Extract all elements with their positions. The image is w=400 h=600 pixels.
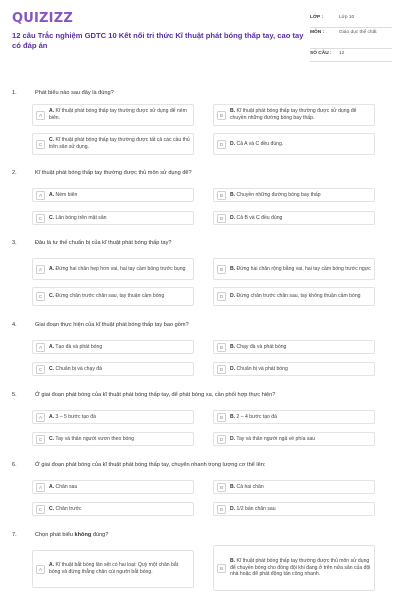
question-number: 1. [12, 90, 17, 96]
option-text: D. Đứng chân trước chân sau, tay không thuận cầm bóng [230, 293, 361, 300]
option-letter: D [217, 505, 226, 514]
option-letter: C [36, 505, 45, 514]
meta-count-row [310, 49, 392, 62]
option-text: A. Ném biên [49, 191, 78, 198]
meta-count-label: SỐ CÂU : [310, 51, 332, 56]
option-letter: A [36, 565, 45, 574]
meta-subject-label: MÔN : [310, 30, 325, 35]
option-b[interactable] [213, 545, 375, 591]
option-letter: D [217, 140, 226, 149]
meta-subject-value: Giáo dục thể chất [339, 30, 377, 35]
option-text: B. Kĩ thuật phát bóng thấp tay thường được thủ môn sử dụng để chuyền bóng cho đồng đội khi đang ở trên nửa sân của đội nhà hoặc để phát động tấn công nhanh. [230, 558, 371, 578]
option-a[interactable] [32, 340, 194, 354]
option-letter: D [217, 435, 226, 444]
option-text: B. Chạy đà và phát bóng [230, 343, 287, 350]
option-c[interactable] [32, 362, 194, 376]
option-text: C. Kĩ thuật phát bóng thấp tay thường được tất cả các cầu thủ trên sân sử dụng. [49, 137, 190, 150]
option-text: D. Chuẩn bị và phát bóng [230, 365, 288, 372]
option-letter: A [36, 191, 45, 200]
question-text: Đâu là tư thế chuẩn bị của kĩ thuật phát bóng thấp tay? [35, 240, 172, 246]
option-letter: C [36, 214, 45, 223]
option-letter: A [36, 413, 45, 422]
keyword-khong: không [74, 532, 92, 538]
option-letter: C [36, 292, 45, 301]
option-letter: B [217, 343, 226, 352]
option-b[interactable] [213, 258, 375, 280]
option-letter: B [217, 483, 226, 492]
option-text: D. Tay và thân người ngả về phía sau [230, 435, 316, 442]
option-letter: A [36, 483, 45, 492]
option-text: A. Kĩ thuật bắt bóng lăn sệt có hai loại: Quỳ một chân bắt bóng và đứng thẳng chân cúi người bắt bóng. [49, 562, 179, 575]
option-a[interactable] [32, 188, 194, 202]
option-text: C. Đứng chân trước chân sau, tay thuận cầm bóng [49, 293, 165, 300]
option-a[interactable] [32, 410, 194, 424]
question-number: 5. [12, 392, 17, 398]
option-a[interactable] [32, 480, 194, 494]
option-text: D. Cả B và C đều đúng [230, 214, 283, 221]
option-d[interactable] [213, 432, 375, 446]
option-text: D. Cả A và C đều đúng. [230, 140, 284, 147]
option-letter: A [36, 265, 45, 274]
option-text: A. Chân sau [49, 483, 78, 490]
option-letter: D [217, 365, 226, 374]
option-text: C. Chân trước [49, 505, 82, 512]
option-d[interactable] [213, 211, 375, 225]
question-number: 6. [12, 462, 17, 468]
option-text: B. Kĩ thuật phát bóng thấp tay thường được sử dụng để chuyền những đường bóng bay thấp. [230, 108, 357, 121]
option-a[interactable] [32, 258, 194, 280]
question-text: Giai đoạn thực hiện của kĩ thuật phát bóng thấp tay bao gồm? [35, 322, 189, 328]
option-letter: C [36, 365, 45, 374]
option-text: B. Đứng hai chân rộng bằng vai, hai tay cầm bóng trước ngực [230, 265, 371, 272]
option-d[interactable] [213, 502, 375, 516]
option-letter: B [217, 564, 226, 573]
option-text: B. Cả hai chân [230, 483, 264, 490]
question-number: 4. [12, 322, 17, 328]
meta-class-value: Lớp 10 [339, 15, 355, 20]
worksheet-meta [310, 13, 392, 62]
option-letter: D [217, 214, 226, 223]
option-c[interactable] [32, 432, 194, 446]
option-letter: C [36, 435, 45, 444]
option-letter: B [217, 265, 226, 274]
option-d[interactable] [213, 362, 375, 376]
option-letter: A [36, 111, 45, 120]
option-c[interactable] [32, 287, 194, 306]
meta-class-row [310, 13, 392, 28]
meta-count-value: 12 [339, 51, 345, 56]
option-letter: B [217, 413, 226, 422]
option-c[interactable] [32, 211, 194, 225]
option-d[interactable] [213, 133, 375, 155]
question-text: Kĩ thuật phát bóng thấp tay thường được thủ môn sử dụng để? [35, 170, 192, 176]
option-text: C. Tay và thân người vươn theo bóng [49, 435, 135, 442]
option-a[interactable] [32, 104, 194, 126]
option-c[interactable] [32, 133, 194, 155]
meta-class-label: LỚP : [310, 15, 324, 20]
option-letter: A [36, 343, 45, 352]
worksheet-title: 12 câu Trắc nghiệm GDTC 10 Kết nối tri thức Kĩ thuật phát bóng thấp tay, cao tay có đáp án [12, 31, 304, 50]
option-b[interactable] [213, 480, 375, 494]
option-b[interactable] [213, 188, 375, 202]
option-letter: B [217, 111, 226, 120]
option-text: D. 1/2 bàn chân sau [230, 505, 276, 512]
quizizz-logo: QUIZIZZ [12, 11, 73, 26]
option-b[interactable] [213, 340, 375, 354]
option-text: A. Kĩ thuật phát bóng thấp tay thường được sử dụng để ném biên. [49, 108, 187, 121]
question-text: Phát biểu nào sau đây là đúng? [35, 90, 114, 96]
question-number: 2. [12, 170, 17, 176]
option-text: A. Tạo đà và phát bóng [49, 343, 103, 350]
option-a[interactable] [32, 550, 194, 588]
question-text: Ở giai đoạn phát bóng của kĩ thuật phát bóng thấp tay, chuyển nhanh trọng lượng cơ thể lên: [35, 462, 266, 468]
option-b[interactable] [213, 410, 375, 424]
question-number: 7. [12, 532, 17, 538]
option-text: A. 3 – 5 bước tạo đà [49, 413, 96, 420]
meta-subject-row [310, 28, 392, 49]
question-text: Chọn phát biểu không đúng? [35, 532, 109, 538]
option-text: B. Chuyền những đường bóng bay thấp [230, 191, 321, 198]
option-text: C. Lăn bóng trên mặt sân [49, 214, 107, 221]
option-b[interactable] [213, 104, 375, 126]
option-c[interactable] [32, 502, 194, 516]
option-text: B. 2 – 4 bước tạo đà [230, 413, 277, 420]
option-letter: D [217, 292, 226, 301]
question-text: Ở giai đoạn phát bóng của kĩ thuật phát bóng thấp tay, để phát bóng xa, cần phối hợp thực hiện? [35, 392, 276, 398]
question-number: 3. [12, 240, 17, 246]
option-d[interactable] [213, 287, 375, 306]
option-text: C. Chuẩn bị và chạy đà [49, 365, 102, 372]
option-letter: B [217, 191, 226, 200]
option-letter: C [36, 140, 45, 149]
option-text: A. Đứng hai chân hẹp hơn vai, hai tay cầm bóng trước bụng [49, 265, 186, 272]
